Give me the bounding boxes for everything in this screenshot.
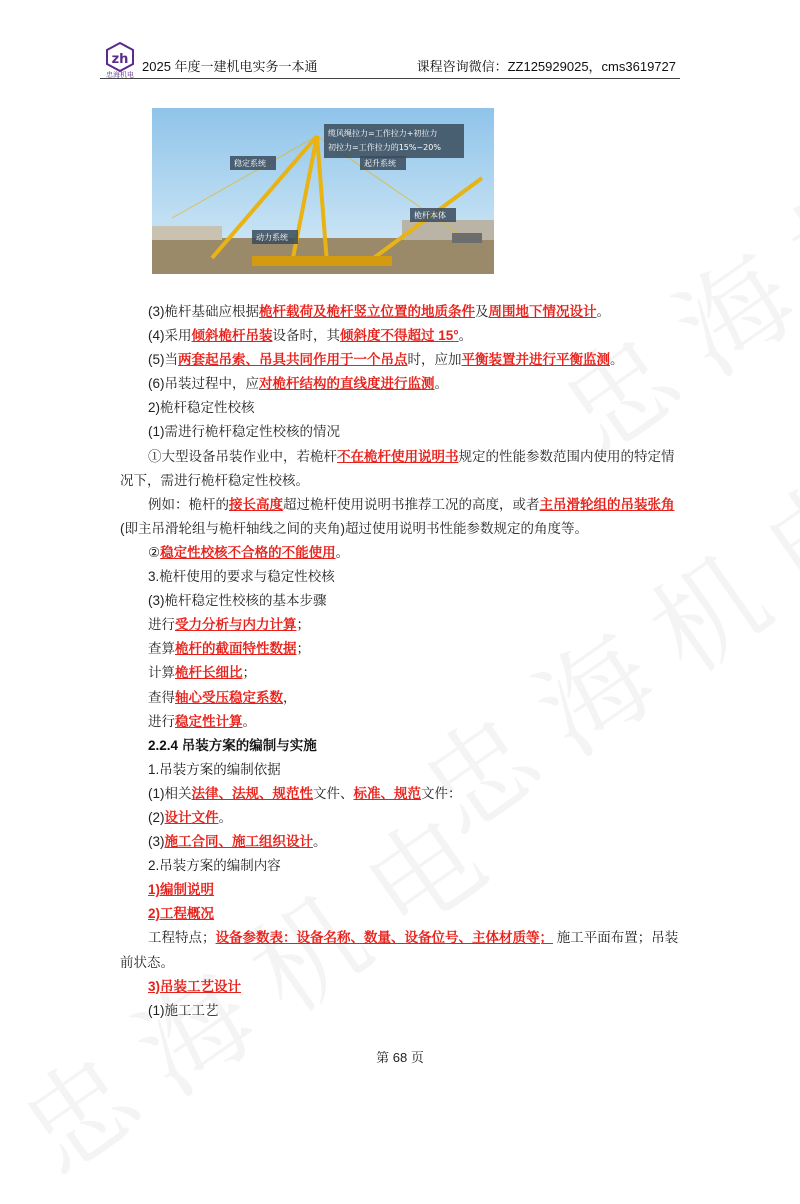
highlighted-text: 不在桅杆使用说明书 — [337, 448, 459, 464]
text-line — [120, 372, 680, 396]
highlighted-text: 1)编制说明 — [148, 882, 215, 898]
document-body — [120, 300, 680, 1023]
highlighted-text: 2)工程概况 — [148, 906, 215, 922]
photo-label-guy-rope: 缆风绳拉力=工作拉力+初拉力 — [328, 129, 438, 138]
text-line — [120, 493, 680, 541]
text-line — [120, 565, 680, 589]
text-span: 2)桅杆稳定性校核 — [148, 400, 255, 416]
text-span: 查算 — [148, 641, 175, 657]
text-span: 设备时，其 — [272, 328, 340, 344]
text-line — [120, 445, 680, 493]
photo-label-body: 桅杆本体 — [414, 211, 446, 220]
text-span: 1.吊装方案的编制依据 — [148, 761, 281, 777]
text-line — [120, 758, 680, 782]
text-span: (5)当 — [148, 352, 178, 368]
text-span: (6)吊装过程中，应 — [148, 376, 259, 392]
text-line — [120, 902, 680, 926]
text-line — [120, 396, 680, 420]
photo-label-stable: 稳定系统 — [234, 159, 266, 168]
text-span: 及 — [475, 304, 489, 319]
text-span: ； — [296, 617, 310, 633]
text-line — [120, 734, 680, 758]
text-span: (1)相关 — [148, 785, 192, 801]
text-line — [120, 637, 680, 661]
text-line — [120, 420, 680, 444]
text-span: 例如：桅杆的 — [148, 496, 229, 512]
text-line — [120, 975, 680, 999]
text-span: 超过桅杆使用说明书推荐工况的高度，或者 — [283, 496, 540, 512]
highlighted-text: 法律、法规、规范性 — [191, 785, 313, 801]
text-span: 。 — [335, 544, 350, 560]
text-span: 。 — [610, 352, 624, 368]
svg-text:忠海机电: 忠海机电 — [106, 71, 134, 78]
highlighted-text: 两套起吊索、吊具共同作用于一个吊点 — [178, 352, 408, 368]
highlighted-text: 施工合同、施工组织设计 — [164, 834, 313, 850]
text-span: 。 — [313, 834, 327, 850]
text-span: 2.吊装方案的编制内容 — [148, 858, 281, 874]
text-span: (即主吊滑轮组与桅杆轴线之间的夹角)超过使用说明书性能参数规定的角度等。 — [120, 520, 588, 536]
text-span: 规定的性能参数范围内使用的特定情况下，需进行桅杆稳定性校核。 — [120, 448, 675, 488]
highlighted-text: 桅杆的截面特性数据 — [175, 641, 297, 657]
text-span: 。 — [434, 376, 448, 392]
page-number: 第 68 页 — [376, 1050, 424, 1065]
text-line — [120, 782, 680, 806]
highlighted-text: 倾斜度不得超过 15° — [340, 328, 459, 344]
text-line — [120, 926, 680, 974]
text-span: 。 — [458, 328, 473, 344]
text-span: (1)施工工艺 — [148, 1002, 219, 1018]
svg-text:zh: zh — [111, 52, 129, 67]
text-span: (3)桅杆基础应根据 — [148, 304, 259, 319]
text-span: 3.桅杆使用的要求与稳定性校核 — [148, 569, 335, 585]
text-span: ② — [148, 544, 161, 560]
highlighted-text: 设备参数表：设备名称、数量、设备位号、主体材质等； — [215, 930, 553, 946]
highlighted-text: 对桅杆结构的直线度进行监测 — [259, 376, 435, 392]
text-line — [120, 541, 680, 565]
highlighted-text: 接长高度 — [229, 496, 283, 512]
highlighted-text: 稳定性计算 — [175, 713, 243, 729]
highlighted-text: 倾斜桅杆吊装 — [191, 328, 273, 344]
text-line — [120, 348, 680, 372]
highlighted-text: 周围地下情况设计 — [488, 304, 597, 319]
text-span: 。 — [218, 809, 232, 825]
text-span: (3)桅杆稳定性校核的基本步骤 — [148, 593, 327, 609]
text-line — [120, 878, 680, 902]
highlighted-text: 主吊滑轮组的吊装张角 — [539, 496, 675, 512]
text-line — [120, 300, 680, 324]
text-line — [120, 324, 680, 348]
text-span: 施工平面布置；吊装前状态。 — [120, 930, 679, 970]
text-line — [120, 854, 680, 878]
document-title: 2025 年度一建机电实务一本通 — [142, 59, 318, 74]
text-span: 。 — [242, 713, 256, 729]
highlighted-text: 3)吊装工艺设计 — [148, 978, 242, 994]
text-span: ； — [296, 641, 310, 657]
text-span: 进行 — [148, 617, 175, 633]
highlighted-text: 设计文件 — [164, 809, 219, 825]
text-span: 时，应加 — [407, 352, 462, 368]
text-span: (1)需进行桅杆稳定性校核的情况 — [148, 424, 340, 440]
text-line — [120, 589, 680, 613]
text-span: (4)采用 — [148, 328, 192, 344]
text-line — [120, 661, 680, 685]
photo-label-lift: 起升系统 — [364, 159, 396, 168]
contact-info: 课程咨询微信：ZZ125929025，cms3619727 — [416, 59, 676, 74]
text-line — [120, 613, 680, 637]
text-span: 进行 — [148, 713, 175, 729]
text-span: 查得 — [148, 689, 175, 705]
photo-label-power: 动力系统 — [256, 233, 288, 242]
text-line — [120, 686, 680, 710]
highlighted-text: 稳定性校核不合格的不能使用 — [160, 544, 336, 560]
text-span: 文件： — [421, 785, 462, 801]
mast-crane-photo — [152, 108, 494, 274]
text-span: (2) — [148, 809, 165, 825]
text-span: ； — [242, 665, 256, 681]
text-span: 工程特点； — [148, 930, 216, 946]
page-header — [100, 42, 680, 79]
text-line — [120, 806, 680, 830]
text-line — [120, 830, 680, 854]
highlighted-text: 桅杆长细比 — [175, 665, 243, 681]
photo-label-init-force: 初拉力=工作拉力的15%~20% — [328, 143, 441, 152]
text-span: 文件、 — [313, 785, 354, 801]
text-span: 计算 — [148, 665, 175, 681]
text-line — [120, 710, 680, 734]
company-logo — [100, 42, 140, 78]
highlighted-text: 桅杆载荷及桅杆竖立位置的地质条件 — [259, 304, 475, 319]
text-span: 。 — [596, 304, 610, 319]
highlighted-text: 标准、规范 — [353, 785, 421, 801]
highlighted-text: 平衡装置并进行平衡监测 — [461, 352, 610, 368]
highlighted-text: 受力分析与内力计算 — [175, 617, 297, 633]
text-line — [120, 999, 680, 1023]
text-span: ， — [283, 689, 297, 705]
text-span: ①大型设备吊装作业中，若桅杆 — [148, 448, 337, 464]
section-heading: 2.2.4 吊装方案的编制与实施 — [148, 737, 317, 753]
highlighted-text: 轴心受压稳定系数 — [175, 689, 283, 705]
text-span: (3) — [148, 834, 165, 850]
